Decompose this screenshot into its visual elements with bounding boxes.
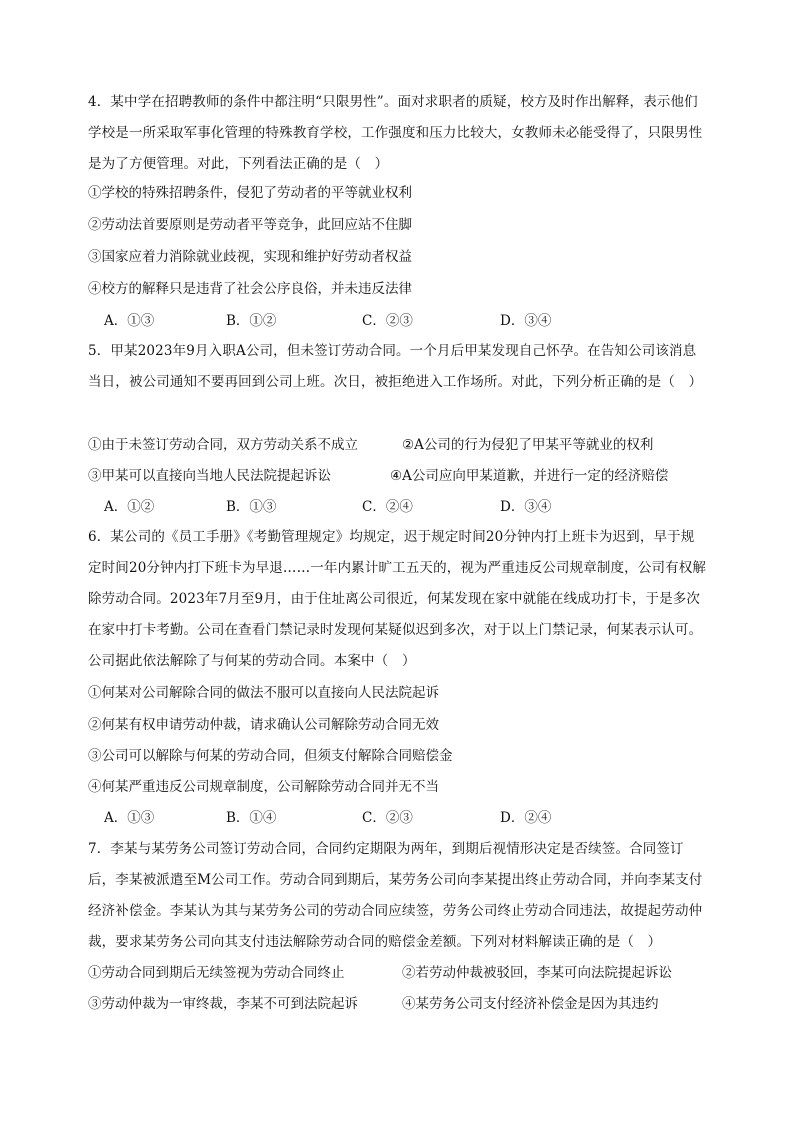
question-4-option-1: ①学校的特殊招聘条件，侵犯了劳动者的平等就业权利	[88, 185, 412, 201]
question-5-answer-a: A．①②	[104, 499, 155, 515]
question-5-option-4: ④A公司应向甲某道歉，并进行一定的经济赔偿	[390, 468, 669, 484]
question-6-answer-c: C．②③	[362, 810, 413, 826]
question-6-option-2: ②何某有权申请劳动仲裁，请求确认公司解除劳动合同无效	[88, 717, 439, 733]
question-6-option-1: ①何某对公司解除合同的做法不服可以直接向人民法院起诉	[88, 685, 439, 701]
question-5-answer-d: D．③④	[500, 499, 552, 515]
question-7-option-3: ③劳动仲裁为一审终裁，李某不可到法院起诉	[88, 996, 358, 1012]
question-6-answer-d: D．②④	[500, 810, 552, 826]
question-5-answer-b: B．①③	[226, 499, 277, 515]
question-4-option-3: ③国家应着力消除就业歧视，实现和维护好劳动者权益	[88, 249, 412, 265]
question-6-stem: 6．某公司的《员工手册》《考勤管理规定》均规定，迟于规定时间20分钟内打上班卡为迟到，早于规定时间20分钟内打下班卡为早退……一年内累计旷工五天的，视为严重违反公司规章制度，公司有权解除劳动合同。2023年7月至9月，由于住址离公司很近，何某发现在家中就能在线成功打卡，于是多次在家中打卡考勤。公司在查看门禁记录时发现何某疑似迟到多次，对于以上门禁记录，何某表示认可。公司据此依法解除了与何某的劳动合同。本案中（ ）	[88, 529, 707, 669]
question-7-option-2: ②若劳动仲裁被驳回，李某可向法院提起诉讼	[402, 965, 672, 981]
question-5-answer-c: C．②④	[362, 499, 413, 515]
question-6-answer-b: B．①④	[226, 810, 277, 826]
question-7-stem: 7．李某与某劳务公司签订劳动合同，合同约定期限为两年，到期后视情形决定是否续签。合同签订后，李某被派遣至M公司工作。劳动合同到期后，某劳务公司向李某提出终止劳动合同，并向李某支付经济补偿金。李某认为其与某劳务公司的劳动合同应续签，劳务公司终止劳动合同违法，故提起劳动仲裁，要求某劳务公司向其支付违法解除劳动合同的赔偿金差额。下列对材料解读正确的是（ ）	[88, 841, 703, 950]
question-4-answer-d: D．③④	[500, 313, 552, 329]
question-5-stem: 5．甲某2023年9月入职A公司，但未签订劳动合同。一个月后甲某发现自己怀孕。在告知公司该消息当日，被公司通知不要再回到公司上班。次日，被拒绝进入工作场所。对此，下列分析正确的是（ ）	[88, 343, 703, 390]
question-6-option-4: ④何某严重违反公司规章制度，公司解除劳动合同并无不当	[88, 779, 439, 795]
question-5-option-1: ①由于未签订劳动合同，双方劳动关系不成立	[88, 437, 358, 453]
question-4-stem: 4．某中学在招聘教师的条件中都注明“只限男性”。面对求职者的质疑，校方及时作出解释，表示他们学校是一所采取军事化管理的特殊教育学校，工作强度和压力比较大，女教师未必能受得了，只限男性是为了方便管理。对此，下列看法正确的是（ ）	[88, 94, 703, 172]
question-7-option-1: ①劳动合同到期后无续签视为劳动合同终止	[88, 965, 345, 981]
question-4-option-2: ②劳动法首要原则是劳动者平等竞争，此回应站不住脚	[88, 217, 412, 233]
question-4-answer-a: A．①③	[104, 313, 155, 329]
question-6-answer-a: A．①③	[104, 810, 155, 826]
question-4-option-4: ④校方的解释只是违背了社会公序良俗，并未违反法律	[88, 281, 412, 297]
question-4-answer-b: B．①②	[226, 313, 277, 329]
question-7-option-4: ④某劳务公司支付经济补偿金是因为其违约	[402, 996, 659, 1012]
question-5-option-2: ②A公司的行为侵犯了甲某平等就业的权利	[402, 437, 654, 453]
question-5-option-3: ③甲某可以直接向当地人民法院提起诉讼	[88, 468, 331, 484]
question-6-option-3: ③公司可以解除与何某的劳动合同，但须支付解除合同赔偿金	[88, 748, 453, 764]
question-4-answer-c: C．②③	[362, 313, 413, 329]
